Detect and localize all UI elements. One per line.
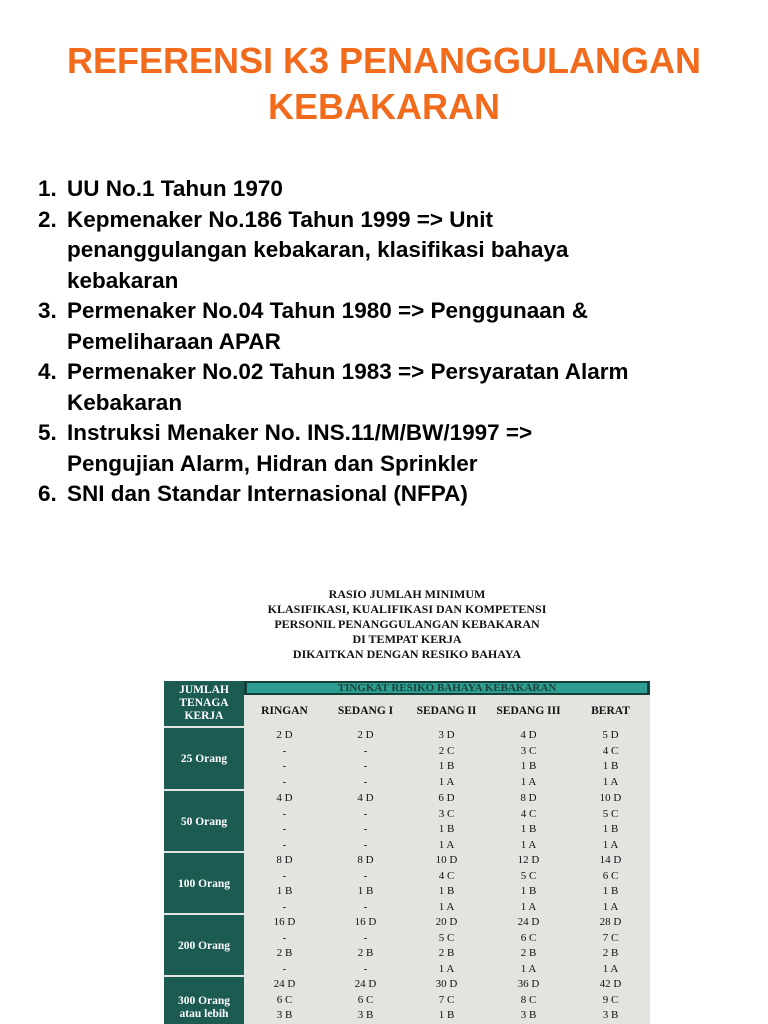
reference-item: [38, 205, 738, 297]
slide-title-line-1: REFERENSI K3 PENANGGULANGAN: [66, 40, 702, 81]
table-cell: 2 B: [276, 947, 293, 959]
table-cell: 1 A: [602, 900, 619, 913]
table-cell: -: [363, 823, 368, 835]
table-cell: -: [363, 744, 368, 757]
table-cell: 16 D: [354, 916, 377, 928]
reference-text-line: Pengujian Alarm, Hidran dan Sprinkler: [67, 450, 478, 476]
table-cell: 3 C: [438, 807, 455, 820]
row-label: [164, 791, 244, 853]
table-cell: 6 C: [276, 993, 293, 1006]
table-cell: 10 D: [599, 792, 622, 804]
risk-band-label: TINGKAT RESIKO BAHAYA KEBAKARAN: [247, 683, 647, 693]
reference-item: [38, 357, 738, 418]
table-cell: 1 B: [357, 885, 374, 897]
table-cell: -: [282, 744, 287, 757]
table-cell: 3 C: [520, 744, 537, 757]
table-caption: [160, 587, 654, 662]
reference-text-line: Permenaker No.02 Tahun 1983 => Persyaratan Alarm: [67, 359, 629, 384]
table-cell: 1 B: [520, 760, 537, 772]
table-cell: 20 D: [435, 916, 458, 928]
reference-item: [38, 479, 738, 510]
table-cell: 8 D: [276, 854, 293, 866]
table-cell: 1 A: [438, 962, 455, 975]
table-cell: -: [282, 900, 287, 913]
row-label-line: 25 Orang: [180, 752, 228, 765]
slide-title-line-2: KEBAKARAN: [268, 86, 500, 127]
table-cell: -: [282, 760, 287, 772]
reference-number: 3.: [38, 298, 57, 323]
reference-item: [38, 296, 738, 357]
table-cell: 3 B: [357, 1009, 374, 1021]
table-cell: 5 C: [520, 869, 537, 882]
column-header-line: KERJA: [184, 710, 224, 722]
table-caption-line: DIKAITKAN DENGAN RESIKO BAHAYA: [292, 647, 522, 661]
reference-text-line: SNI dan Standar Internasional (NFPA): [67, 481, 468, 506]
table-cell: 28 D: [599, 916, 622, 928]
table-caption-line: PERSONIL PENANGGULANGAN KEBAKARAN: [274, 617, 540, 631]
table-cell: -: [282, 838, 287, 851]
row-separator: [164, 975, 244, 977]
table-cell: -: [282, 823, 287, 835]
table-cell: 1 A: [602, 838, 619, 851]
table-cell: -: [282, 807, 287, 820]
reference-text-line: penanggulangan kebakaran, klasifikasi bahaya: [67, 237, 569, 262]
table-caption-line: DI TEMPAT KERJA: [352, 632, 462, 646]
table-cell: 1 A: [602, 962, 619, 975]
column-header-line: TENAGA: [179, 697, 229, 709]
table-cell: 1 B: [602, 760, 619, 772]
table-cell: 5 D: [602, 729, 619, 741]
table-cell: 4 D: [520, 729, 537, 741]
table-cell: 2 B: [602, 947, 619, 959]
reference-item: [38, 418, 738, 479]
table-cell: -: [363, 760, 368, 772]
table-caption-line: KLASIFIKASI, KUALIFIKASI DAN KOMPETENSI: [267, 602, 547, 616]
reference-number: 1.: [38, 176, 57, 201]
row-label: [164, 977, 244, 1024]
table-cell: 3 D: [438, 729, 455, 741]
table-cell: 6 C: [520, 931, 537, 944]
reference-number: 5.: [38, 420, 57, 445]
table-cell: -: [363, 900, 368, 913]
reference-text-line: Permenaker No.04 Tahun 1980 => Penggunaan &: [67, 298, 589, 323]
reference-text-line: Instruksi Menaker No. INS.11/M/BW/1997 =>: [67, 420, 533, 445]
row-label-line: atau lebih: [179, 1008, 229, 1020]
table-cell: 7 C: [438, 993, 455, 1006]
table-cell: 1 B: [520, 823, 537, 835]
slide-title: [0, 38, 768, 130]
reference-item: [38, 174, 738, 205]
table-cell: 2 D: [357, 729, 374, 741]
table-cell: 3 B: [520, 1009, 537, 1021]
table-cell: 4 C: [602, 744, 619, 757]
table-cell: 6 D: [438, 792, 455, 804]
table-cell: 7 C: [602, 931, 619, 944]
table-cell: 1 B: [438, 760, 455, 772]
table-cell: 2 B: [438, 947, 455, 959]
row-label-line: 50 Orang: [180, 815, 228, 828]
table-cell: 30 D: [435, 978, 458, 990]
table-cell: 4 D: [357, 792, 374, 804]
risk-band: [244, 681, 650, 695]
table-cell: 1 A: [520, 962, 537, 975]
table-cell: 1 A: [602, 775, 619, 788]
table-cell: 36 D: [517, 978, 540, 990]
table-cell: 10 D: [435, 854, 458, 866]
reference-number: 4.: [38, 359, 57, 384]
row-label-line: 100 Orang: [177, 877, 231, 890]
table-cell: -: [282, 931, 287, 944]
table-cell: 24 D: [273, 978, 296, 990]
table-cell: 1 B: [438, 1009, 455, 1021]
row-label: [164, 853, 244, 915]
table-cell: 2 C: [438, 744, 455, 757]
table-cell: 1 B: [438, 885, 455, 897]
table-cell: 12 D: [517, 854, 540, 866]
column-header-line: JUMLAH: [179, 684, 229, 696]
column-header-jumlah-tenaga-kerja: [164, 681, 244, 726]
table-cell: 1 A: [438, 775, 455, 788]
table-cell: 3 B: [602, 1009, 619, 1021]
row-label: [164, 915, 244, 977]
table-cell: 1 A: [520, 838, 537, 851]
reference-text-line: Pemeliharaan APAR: [67, 328, 281, 354]
row-separator: [164, 913, 244, 915]
table-cell: 2 B: [357, 947, 374, 959]
reference-number: 6.: [38, 481, 57, 506]
table-cell: 14 D: [599, 854, 622, 866]
risk-level-header: BERAT: [591, 705, 630, 717]
table-cell: 3 B: [276, 1009, 293, 1021]
table-cell: -: [363, 775, 368, 788]
table-cell: 5 C: [602, 807, 619, 820]
table-cell: -: [363, 869, 368, 882]
table-cell: 1 B: [602, 885, 619, 897]
ratio-table: [164, 681, 650, 1024]
row-separator: [164, 726, 244, 728]
table-cell: -: [363, 962, 368, 975]
table-cell: -: [363, 838, 368, 851]
table-cell: 8 D: [357, 854, 374, 866]
table-cell: 1 A: [438, 838, 455, 851]
table-cell: 4 C: [520, 807, 537, 820]
risk-level-header: SEDANG I: [337, 705, 394, 717]
table-cell: 2 D: [276, 729, 293, 741]
table-cell: 16 D: [273, 916, 296, 928]
reference-text-line: kebakaran: [67, 267, 179, 293]
reference-text-line: UU No.1 Tahun 1970: [67, 176, 283, 201]
row-separator: [164, 851, 244, 853]
table-cell: 1 A: [438, 900, 455, 913]
table-cell: -: [282, 962, 287, 975]
table-cell: -: [363, 931, 368, 944]
table-cell: 6 C: [602, 869, 619, 882]
table-cell: 9 C: [602, 993, 619, 1006]
row-label-line: 200 Orang: [177, 939, 231, 952]
table-cell: 5 C: [438, 931, 455, 944]
table-cell: 8 C: [520, 993, 537, 1006]
table-caption-line: RASIO JUMLAH MINIMUM: [328, 587, 486, 601]
table-cell: 1 B: [602, 823, 619, 835]
reference-text-line: Kepmenaker No.186 Tahun 1999 => Unit: [67, 206, 493, 232]
table-cell: 6 C: [357, 993, 374, 1006]
table-cell: 24 D: [517, 916, 540, 928]
table-cell: 4 D: [276, 792, 293, 804]
table-cell: -: [363, 807, 368, 820]
table-cell: 1 B: [438, 823, 455, 835]
table-cell: 24 D: [354, 978, 377, 990]
table-cell: 1 A: [520, 775, 537, 788]
table-cell: -: [282, 775, 287, 788]
reference-text-line: Kebakaran: [67, 389, 183, 415]
table-cell: 1 B: [276, 885, 293, 897]
table-cell: 42 D: [599, 978, 622, 990]
table-cell: 1 A: [520, 900, 537, 913]
reference-number: 2.: [38, 206, 57, 232]
row-separator: [164, 789, 244, 791]
row-label-line: 300 Orang: [177, 995, 231, 1007]
risk-level-header: RINGAN: [261, 705, 308, 717]
risk-level-header: SEDANG III: [496, 705, 561, 717]
table-cell: 8 D: [520, 792, 537, 804]
table-cell: -: [282, 869, 287, 882]
table-cell: 2 B: [520, 947, 537, 959]
table-cell: 1 B: [520, 885, 537, 897]
table-cell: 4 C: [438, 869, 455, 882]
row-label: [164, 728, 244, 790]
risk-level-header: SEDANG II: [416, 705, 477, 717]
reference-list: [38, 174, 738, 510]
